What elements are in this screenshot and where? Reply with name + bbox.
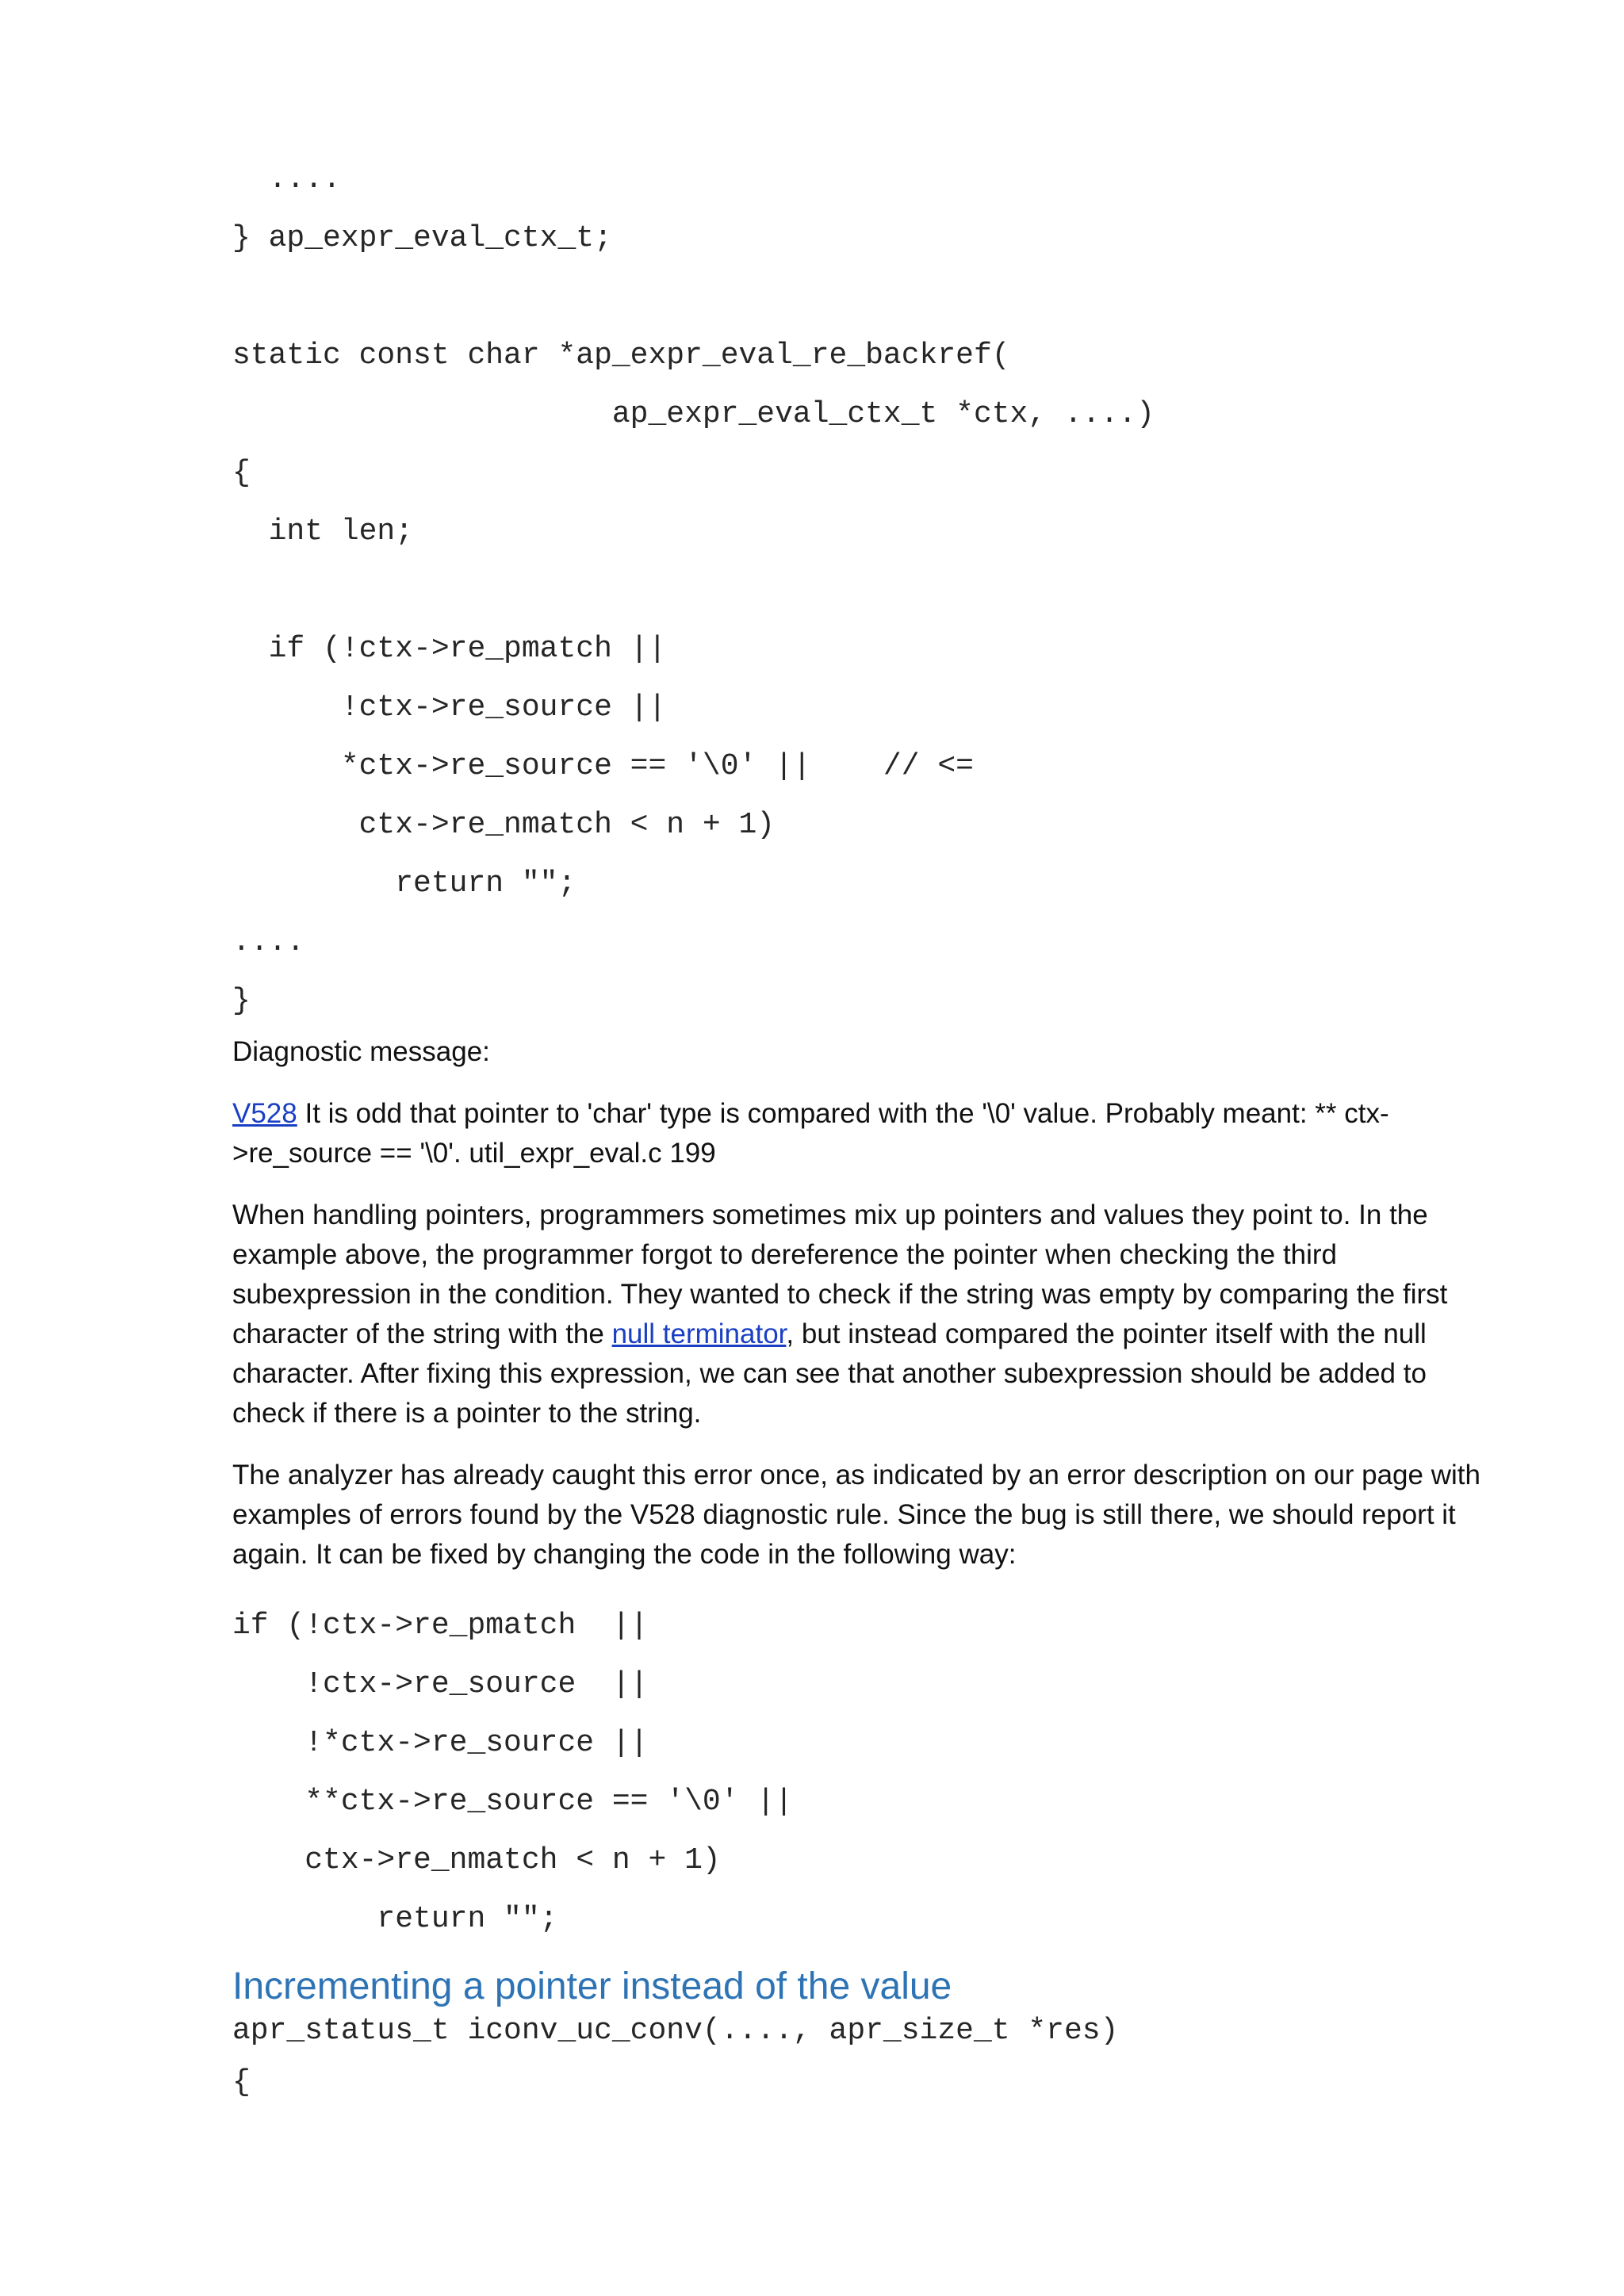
code-line: { (232, 456, 251, 490)
diagnostic-rule-link[interactable]: V528 (232, 1098, 297, 1129)
code-line: !*ctx->re_source || (232, 1726, 649, 1760)
code-line: } ap_expr_eval_ctx_t; (232, 221, 612, 255)
code-line: return ""; (232, 1902, 558, 1936)
code-line: static const char *ap_expr_eval_re_backref( (232, 339, 1010, 373)
code-line: .... (232, 163, 341, 197)
code-line: ctx->re_nmatch < n + 1) (232, 1843, 721, 1877)
explanation-paragraph (232, 1196, 1501, 1433)
code-line: .... (232, 925, 305, 959)
fix-paragraph: The analyzer has already caught this error once, as indicated by an error description on our page with examples of errors found by the V528 diagnostic rule. Since the bug is still there, we should report it again. It can be fixed by changing the code in the following way: (232, 1460, 1480, 1570)
code-line: **ctx->re_source == '\0' || (232, 1785, 793, 1819)
diagnostic-text: It is odd that pointer to 'char' type is compared with the '\0' value. Probably meant: ** ctx->re_source == '\0'. util_expr_eval.c 199 (232, 1098, 1389, 1169)
code-line (232, 268, 1501, 327)
code-line: if (!ctx->re_pmatch || (232, 1609, 649, 1643)
code-line: ctx->re_nmatch < n + 1) (232, 808, 776, 842)
null-terminator-link[interactable]: null terminator (611, 1318, 787, 1349)
code-line: if (!ctx->re_pmatch || (232, 632, 667, 666)
code-line: int len; (232, 515, 414, 549)
code-block-bottom (232, 2009, 1501, 2112)
diagnostic-message (232, 1094, 1501, 1173)
code-block-top (232, 151, 1501, 1031)
code-line (232, 561, 1501, 620)
code-line: apr_status_t iconv_uc_conv(...., apr_size_t *res) (232, 2014, 1119, 2048)
page-content (232, 151, 1501, 2112)
diagnostic-label: Diagnostic message: (232, 1036, 490, 1067)
code-line: ap_expr_eval_ctx_t *ctx, ....) (232, 397, 1155, 431)
code-line: } (232, 984, 251, 1018)
code-line-flagged: *ctx->re_source == '\0' || // <= (232, 749, 974, 783)
code-line: !ctx->re_source || (232, 1667, 649, 1701)
code-block-fix (232, 1597, 1501, 1949)
code-line: !ctx->re_source || (232, 691, 667, 725)
code-line: { (232, 2065, 251, 2099)
paragraph-text: When handling pointers, programmers sometimes mix up pointers and values they point to. In the example above, the programmer forgot to dereference the pointer when checking the third subexpression in the condition. They wanted to check if the string was empty by comparing the first character of the string with the (232, 1200, 1448, 1349)
section-heading: Incrementing a pointer instead of the value (232, 1965, 952, 2007)
paragraph-text: , but instead compared the pointer itself with the null character. After fixing this expression, we can see that another subexpression should be added to check if there is a pointer to the string. (232, 1318, 1427, 1429)
code-line: return ""; (232, 867, 576, 901)
